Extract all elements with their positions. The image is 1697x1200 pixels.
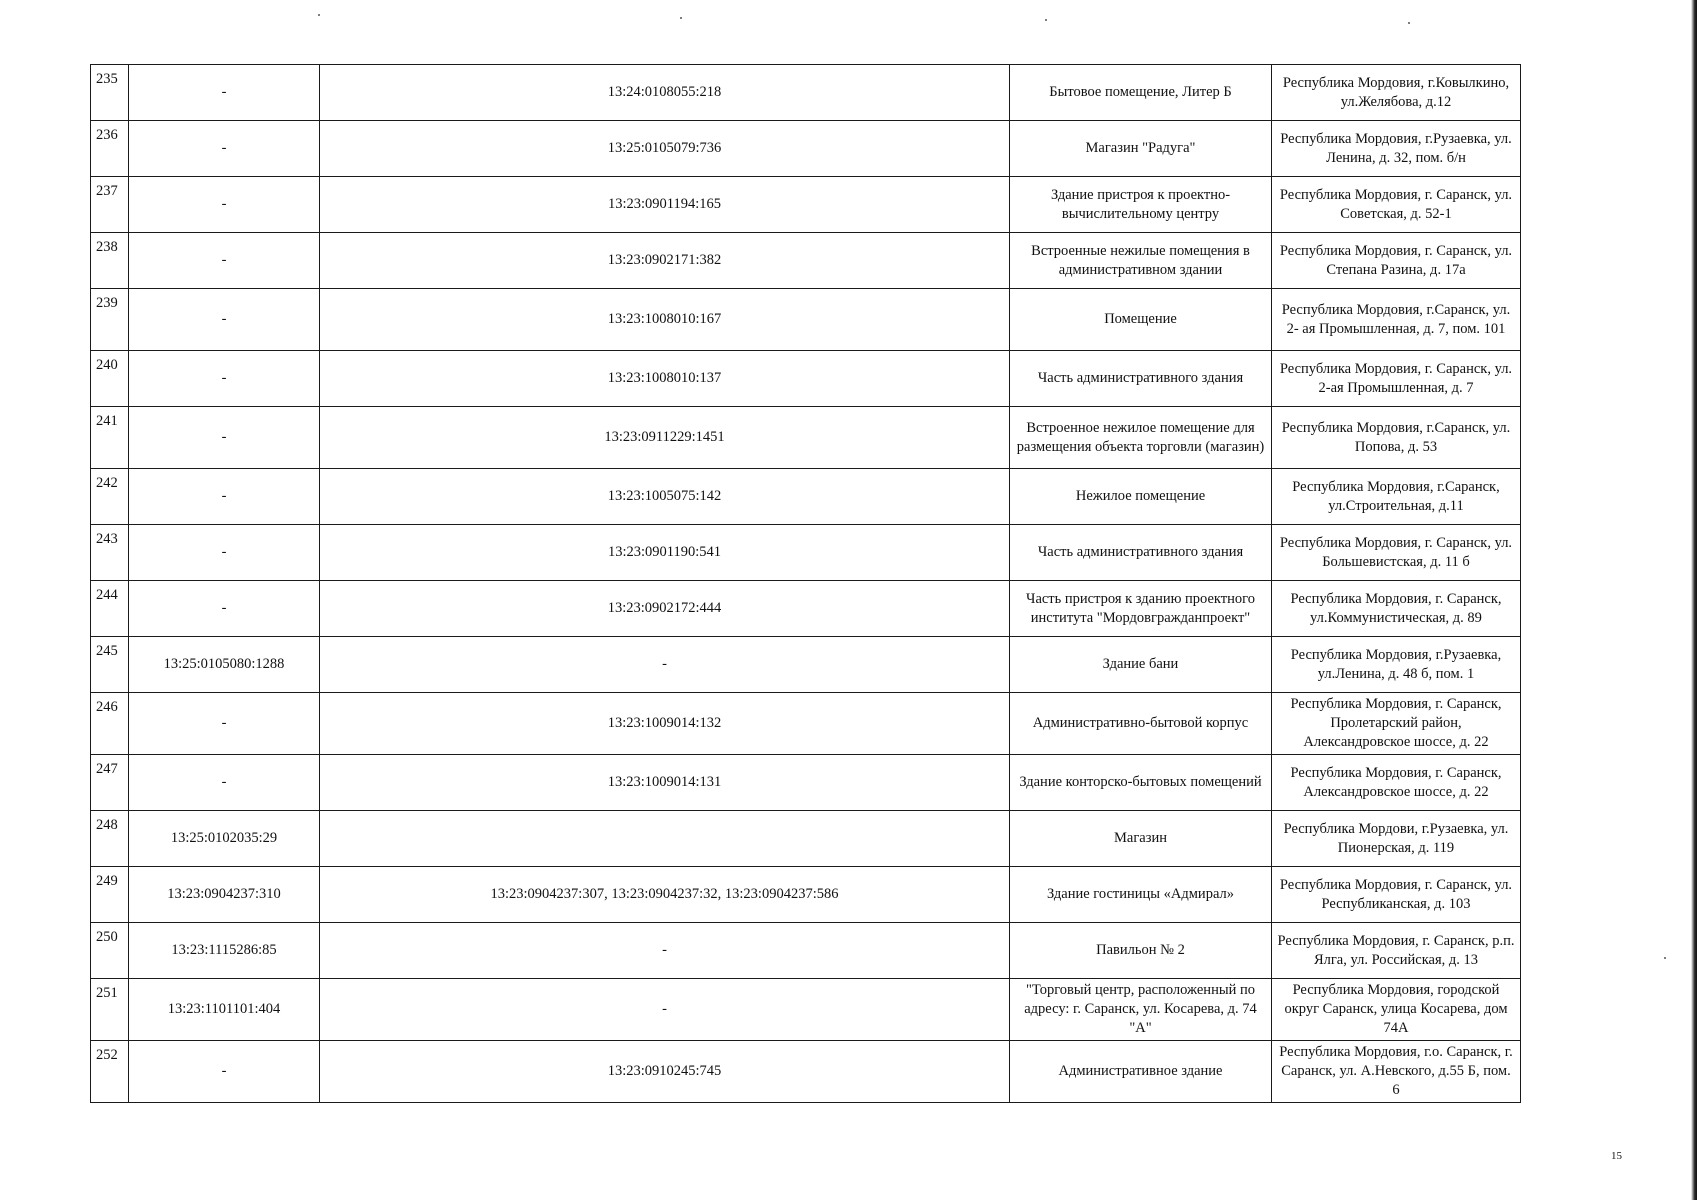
property-table — [90, 64, 1521, 1103]
table-row — [91, 65, 1521, 121]
object-name-cell: Магазин "Радуга" — [1010, 121, 1272, 177]
related-cadastral-number-cell: 13:23:1005075:142 — [320, 469, 1010, 525]
scan-speck — [1664, 957, 1666, 959]
table-row — [91, 407, 1521, 469]
table-row — [91, 469, 1521, 525]
address-cell: Республика Мордовия, г. Саранск, ул. Большевистская, д. 11 б — [1272, 525, 1521, 581]
address-cell: Республика Мордовия, г. Саранск, ул. Советская, д. 52-1 — [1272, 177, 1521, 233]
row-number-cell: 252 — [91, 1041, 129, 1103]
related-cadastral-number-cell: - — [320, 923, 1010, 979]
table-row — [91, 693, 1521, 755]
table-row — [91, 525, 1521, 581]
cadastral-number-cell: - — [129, 755, 320, 811]
related-cadastral-number-cell: 13:23:1008010:167 — [320, 289, 1010, 351]
row-number-cell: 246 — [91, 693, 129, 755]
object-name-cell: Магазин — [1010, 811, 1272, 867]
table-row — [91, 923, 1521, 979]
address-cell: Республика Мордовия, г. Саранск, Александровское шоссе, д. 22 — [1272, 755, 1521, 811]
cadastral-number-cell: - — [129, 121, 320, 177]
cadastral-number-cell: - — [129, 581, 320, 637]
scan-speck — [1045, 19, 1047, 21]
object-name-cell: Здание пристроя к проектно-вычислительному центру — [1010, 177, 1272, 233]
row-number-cell: 243 — [91, 525, 129, 581]
table-row — [91, 755, 1521, 811]
scan-speck — [1408, 22, 1410, 24]
row-number-cell: 240 — [91, 351, 129, 407]
cadastral-number-cell: - — [129, 233, 320, 289]
object-name-cell: Часть административного здания — [1010, 525, 1272, 581]
table-row — [91, 233, 1521, 289]
address-cell: Республика Мордовия, г. Саранск, ул. Степана Разина, д. 17а — [1272, 233, 1521, 289]
scan-speck — [680, 17, 682, 19]
object-name-cell: Административное здание — [1010, 1041, 1272, 1103]
row-number-cell: 237 — [91, 177, 129, 233]
cadastral-number-cell: - — [129, 351, 320, 407]
row-number-cell: 247 — [91, 755, 129, 811]
cadastral-number-cell: - — [129, 1041, 320, 1103]
object-name-cell: Часть административного здания — [1010, 351, 1272, 407]
row-number-cell: 239 — [91, 289, 129, 351]
row-number-cell: 244 — [91, 581, 129, 637]
table-row — [91, 811, 1521, 867]
page-number: 15 — [1611, 1150, 1622, 1162]
table-row — [91, 637, 1521, 693]
related-cadastral-number-cell: 13:23:0911229:1451 — [320, 407, 1010, 469]
table-row — [91, 867, 1521, 923]
related-cadastral-number-cell: 13:24:0108055:218 — [320, 65, 1010, 121]
object-name-cell: Бытовое помещение, Литер Б — [1010, 65, 1272, 121]
table-row — [91, 581, 1521, 637]
related-cadastral-number-cell: 13:25:0105079:736 — [320, 121, 1010, 177]
address-cell: Республика Мордови, г.Рузаевка, ул. Пионерская, д. 119 — [1272, 811, 1521, 867]
related-cadastral-number-cell: 13:23:0901190:541 — [320, 525, 1010, 581]
address-cell: Республика Мордовия, г.Саранск, ул.Строительная, д.11 — [1272, 469, 1521, 525]
object-name-cell: Помещение — [1010, 289, 1272, 351]
row-number-cell: 245 — [91, 637, 129, 693]
address-cell: Республика Мордовия, г. Саранск, р.п. Ялга, ул. Российская, д. 13 — [1272, 923, 1521, 979]
object-name-cell: Здание гостиницы «Адмирал» — [1010, 867, 1272, 923]
related-cadastral-number-cell: 13:23:1009014:132 — [320, 693, 1010, 755]
object-name-cell: Встроенные нежилые помещения в административном здании — [1010, 233, 1272, 289]
address-cell: Республика Мордовия, г. Саранск, Пролетарский район, Александровское шоссе, д. 22 — [1272, 693, 1521, 755]
row-number-cell: 251 — [91, 979, 129, 1041]
related-cadastral-number-cell: 13:23:1009014:131 — [320, 755, 1010, 811]
table-row — [91, 979, 1521, 1041]
address-cell: Республика Мордовия, г.Саранск, ул. Попова, д. 53 — [1272, 407, 1521, 469]
row-number-cell: 238 — [91, 233, 129, 289]
address-cell: Республика Мордовия, г.о. Саранск, г. Саранск, ул. А.Невского, д.55 Б, пом. 6 — [1272, 1041, 1521, 1103]
cadastral-number-cell: - — [129, 693, 320, 755]
related-cadastral-number-cell — [320, 811, 1010, 867]
related-cadastral-number-cell: 13:23:0902171:382 — [320, 233, 1010, 289]
object-name-cell: Павильон № 2 — [1010, 923, 1272, 979]
address-cell: Республика Мордовия, г.Рузаевка, ул. Ленина, д. 32, пом. б/н — [1272, 121, 1521, 177]
row-number-cell: 249 — [91, 867, 129, 923]
row-number-cell: 235 — [91, 65, 129, 121]
address-cell: Республика Мордовия, г.Рузаевка, ул.Ленина, д. 48 б, пом. 1 — [1272, 637, 1521, 693]
property-table-body — [91, 65, 1521, 1103]
address-cell: Республика Мордовия, г.Саранск, ул. 2- ая Промышленная, д. 7, пом. 101 — [1272, 289, 1521, 351]
address-cell: Республика Мордовия, г. Саранск, ул.Коммунистическая, д. 89 — [1272, 581, 1521, 637]
object-name-cell: Административно-бытовой корпус — [1010, 693, 1272, 755]
row-number-cell: 241 — [91, 407, 129, 469]
cadastral-number-cell: 13:23:1101101:404 — [129, 979, 320, 1041]
cadastral-number-cell: 13:23:0904237:310 — [129, 867, 320, 923]
cadastral-number-cell: - — [129, 65, 320, 121]
object-name-cell: Здание бани — [1010, 637, 1272, 693]
object-name-cell: Встроенное нежилое помещение для размещения объекта торговли (магазин) — [1010, 407, 1272, 469]
object-name-cell: Нежилое помещение — [1010, 469, 1272, 525]
cadastral-number-cell: 13:25:0102035:29 — [129, 811, 320, 867]
address-cell: Республика Мордовия, г. Саранск, ул. Республиканская, д. 103 — [1272, 867, 1521, 923]
object-name-cell: Часть пристроя к зданию проектного института "Мордовгражданпроект" — [1010, 581, 1272, 637]
row-number-cell: 250 — [91, 923, 129, 979]
related-cadastral-number-cell: 13:23:0901194:165 — [320, 177, 1010, 233]
cadastral-number-cell: - — [129, 469, 320, 525]
cadastral-number-cell: - — [129, 289, 320, 351]
row-number-cell: 236 — [91, 121, 129, 177]
object-name-cell: Здание конторско-бытовых помещений — [1010, 755, 1272, 811]
table-row — [91, 1041, 1521, 1103]
related-cadastral-number-cell: 13:23:0902172:444 — [320, 581, 1010, 637]
related-cadastral-number-cell: 13:23:1008010:137 — [320, 351, 1010, 407]
cadastral-number-cell: - — [129, 407, 320, 469]
related-cadastral-number-cell: 13:23:0904237:307, 13:23:0904237:32, 13:23:0904237:586 — [320, 867, 1010, 923]
related-cadastral-number-cell: 13:23:0910245:745 — [320, 1041, 1010, 1103]
row-number-cell: 248 — [91, 811, 129, 867]
table-row — [91, 289, 1521, 351]
cadastral-number-cell: 13:23:1115286:85 — [129, 923, 320, 979]
cadastral-number-cell: 13:25:0105080:1288 — [129, 637, 320, 693]
cadastral-number-cell: - — [129, 525, 320, 581]
related-cadastral-number-cell: - — [320, 979, 1010, 1041]
table-row — [91, 121, 1521, 177]
object-name-cell: "Торговый центр, расположенный по адресу: г. Саранск, ул. Косарева, д. 74 "А" — [1010, 979, 1272, 1041]
table-row — [91, 351, 1521, 407]
address-cell: Республика Мордовия, городской округ Саранск, улица Косарева, дом 74А — [1272, 979, 1521, 1041]
related-cadastral-number-cell: - — [320, 637, 1010, 693]
row-number-cell: 242 — [91, 469, 129, 525]
address-cell: Республика Мордовия, г.Ковылкино, ул.Желябова, д.12 — [1272, 65, 1521, 121]
scan-edge — [1691, 0, 1697, 1200]
scan-speck — [318, 14, 320, 16]
table-row — [91, 177, 1521, 233]
cadastral-number-cell: - — [129, 177, 320, 233]
address-cell: Республика Мордовия, г. Саранск, ул. 2-ая Промышленная, д. 7 — [1272, 351, 1521, 407]
